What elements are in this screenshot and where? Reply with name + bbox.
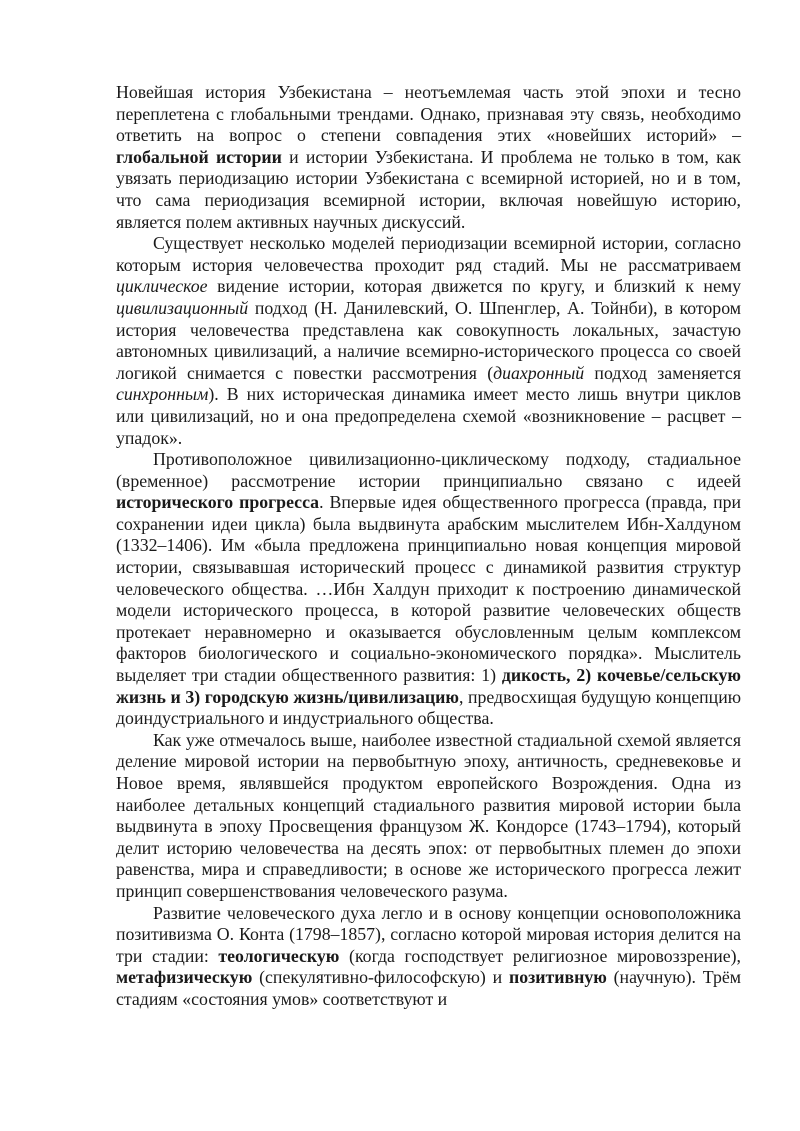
text-run: подход заменяется xyxy=(584,362,741,383)
document-page xyxy=(116,82,741,1011)
text-run: Новейшая история Узбекистана – неотъемлемая часть этой эпохи и тесно переплетена с глобальными трендами. Однако, признавая эту связь, необходимо ответить на вопрос о степени совпадения этих «новейших историй» – xyxy=(116,82,741,146)
bold-term: исторического прогресса xyxy=(116,492,320,513)
text-run: , предвосхищая будущую концепцию доиндустриального и индустриального общества. xyxy=(116,686,741,729)
bold-term: теологическую xyxy=(218,945,340,966)
text-run: Противоположное цивилизационно-циклическому подходу, стадиальное (временное) рассмотрение истории принципиально связано с идеей xyxy=(116,449,741,491)
paragraph-5 xyxy=(116,903,741,1011)
italic-term: цивилизационный xyxy=(116,297,249,318)
italic-term: диахронный xyxy=(493,362,585,383)
text-run: . Впервые идея общественного прогресса (правда, при сохранении идеи цикла) была выдвинута арабским мыслителем Ибн-Халдуном (1332–1406). Им «была предложена принципиально новая концепция мировой истории, связывавшая исторический процесс с динамикой развития структур человеческого общества. …Ибн Халдун приходит к построению динамической модели исторического процесса, в которой развитие человеческих обществ протекает неравномерно и оказывается обусловленным целым комплексом факторов биологического и социально-экономического порядка». Мыслитель выделяет три стадии общественного развития: 1) xyxy=(116,492,741,686)
text-run: ). В них историческая динамика имеет место лишь внутри циклов или цивилизаций, но и она предопределена схемой «возникновение – расцвет – упадок». xyxy=(116,384,741,448)
bold-term: глобальной истории xyxy=(116,146,282,167)
bold-term: метафизическую xyxy=(116,967,253,988)
text-run: Развитие человеческого духа легло и в основу концепции основоположника позитивизма О. Конта (1798–1857), согласно которой мировая история делится на три стадии: xyxy=(116,902,741,966)
bold-term: дикость, 2) кочевье/сельскую жизнь и 3) городскую жизнь/цивилизацию xyxy=(116,665,742,707)
text-run: и истории Узбекистана. И проблема не только в том, как увязать периодизацию истории Узбекистана с всемирной историей, но и в том, что сама периодизация всемирной истории, включая новейшую историю, является полем активных научных дискуссий. xyxy=(116,146,741,232)
italic-term: циклическое xyxy=(116,276,208,297)
text-run: подход (Н. Данилевский, О. Шпенглер, А. Тойнби), в котором история человечества представлена как совокупность локальных, зачастую автономных цивилизаций, а наличие всемирно-исторического процесса со своей логикой снимается с повестки рассмотрения ( xyxy=(116,297,741,383)
bold-term: позитивную xyxy=(508,967,607,988)
text-run: Существует несколько моделей периодизации всемирной истории, согласно которым история человечества проходит ряд стадий. Мы не рассматриваем xyxy=(116,233,741,275)
italic-term: синхронным xyxy=(116,384,209,405)
text-run: (научную). Трём стадиям «состояния умов» соответствуют и xyxy=(116,967,741,1009)
text-run: (когда господствует религиозное мировоззрение), xyxy=(339,945,741,966)
text-run: (спекулятивно-философскую) и xyxy=(252,967,509,988)
paragraph-1 xyxy=(116,82,741,233)
text-run: видение истории, которая движется по кругу, и близкий к нему xyxy=(207,276,741,297)
paragraph-3 xyxy=(116,449,741,730)
text-run: Как уже отмечалось выше, наиболее известной стадиальной схемой является деление мировой истории на первобытную эпоху, античность, средневековье и Новое время, являвшейся продуктом европейского Возрождения. Одна из наиболее детальных концепций стадиального развития мировой истории была выдвинута в эпоху Просвещения французом Ж. Кондорсе (1743–1794), который делит историю человечества на десять эпох: от первобытных племен до эпохи равенства, мира и справедливости; в основе же исторического прогресса лежит принцип совершенствования человеческого разума. xyxy=(116,729,741,901)
paragraph-4 xyxy=(116,730,741,903)
paragraph-2 xyxy=(116,233,741,449)
